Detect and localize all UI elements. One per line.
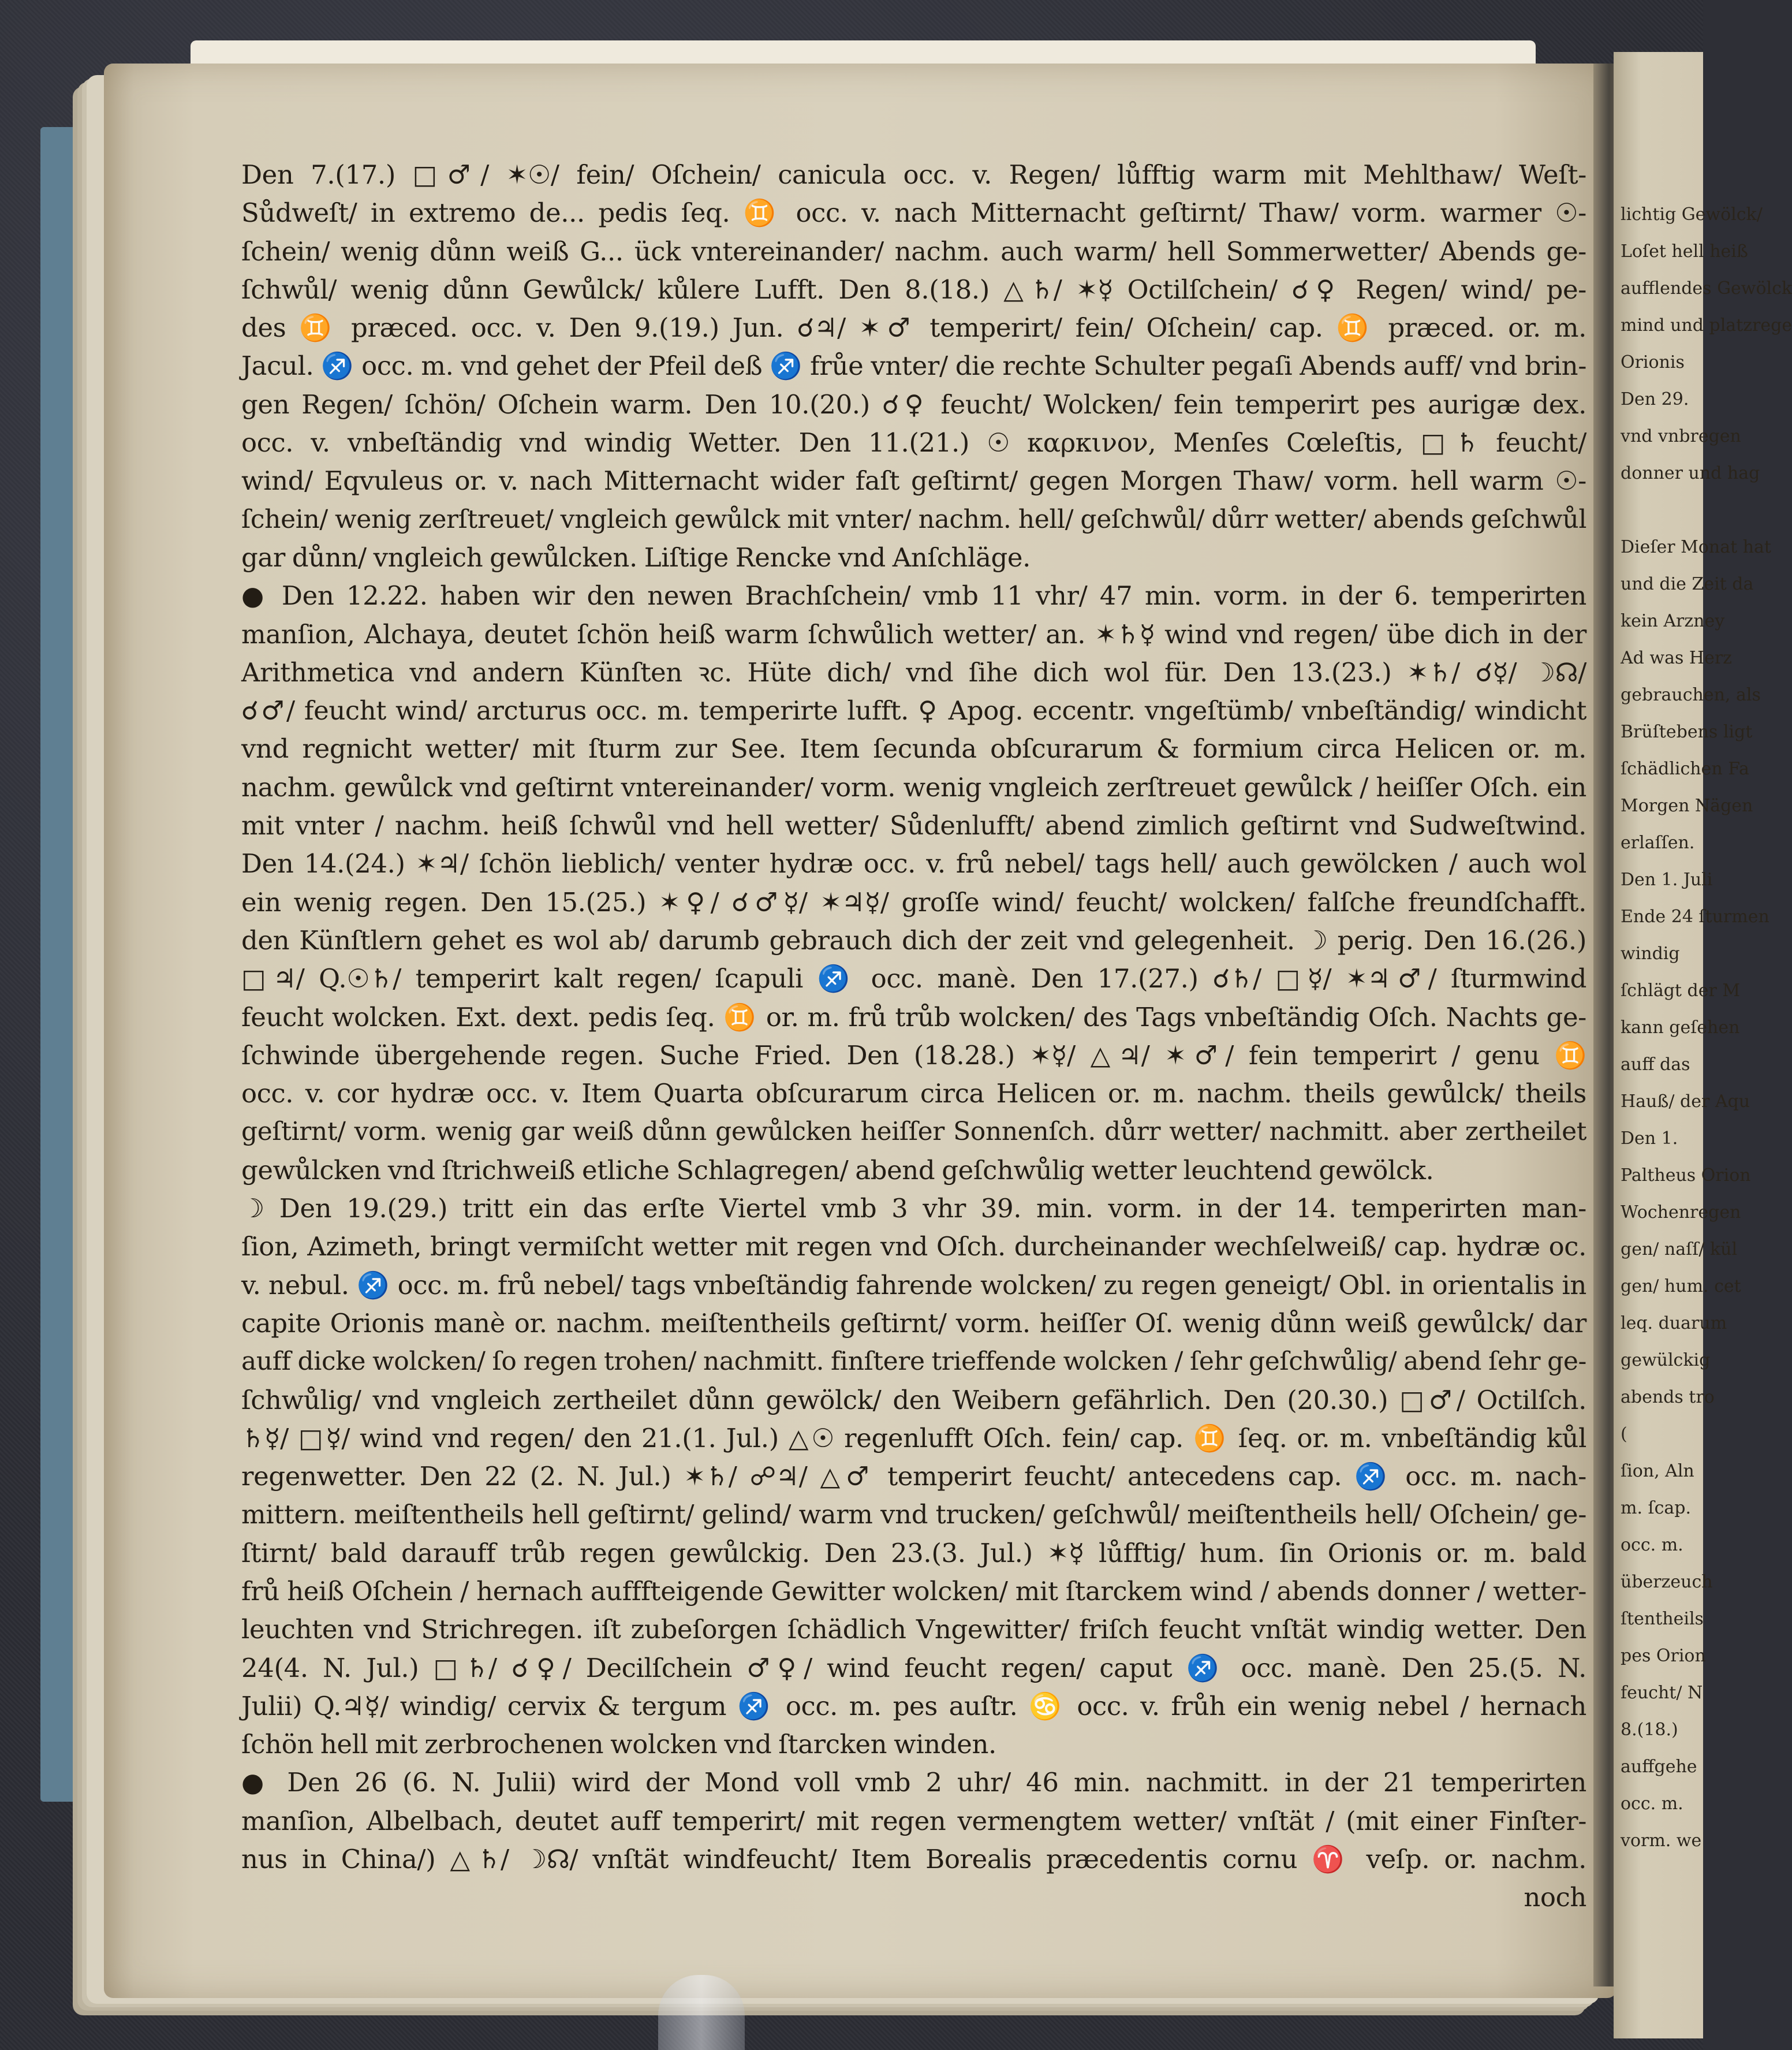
facing-page-text: gebrauchen, als	[1621, 685, 1761, 705]
facing-page-text: gen/ naſſ/ kül	[1621, 1239, 1738, 1259]
facing-page-fragment	[1614, 52, 1792, 2038]
text-line: Den 14.(24.) ✶♃/ ſchön lieblich/ venter hydræ occ. v. frů nebel/ tags hell/ auch gewölcken / auch wol	[241, 848, 1586, 879]
text-line: nus in China/) △♄/ ☽☊/ vnſtät windfeucht/ Item Borealis præcedentis cornu ♈ veſp. or. nachm.	[241, 1844, 1586, 1875]
text-line: Arithmetica vnd andern Künſten ꝛc. Hüte dich/ vnd ſihe dich wol für. Den 13.(23.) ✶♄/ ☌☿/ ☽☊/	[241, 657, 1586, 688]
facing-page-text: vnd vnbregen	[1621, 426, 1741, 446]
facing-page-text: mind und platzrege	[1621, 315, 1792, 336]
text-line: noch	[1524, 1882, 1586, 1913]
text-line: ☽ Den 19.(29.) tritt ein das erſte Viertel vmb 3 vhr 39. min. vorm. in der 14. temperirten man-	[241, 1193, 1586, 1224]
facing-page-text: auff das	[1621, 1054, 1690, 1075]
text-line: vnd regnicht wetter/ mit ſturm zur See. Item ſecunda obſcurarum & formium circa Helicen or. m.	[241, 733, 1586, 765]
facing-page-text: überzeuch	[1621, 1572, 1713, 1592]
page-text-block	[241, 156, 1586, 1917]
text-line: Julii) Q.♃☿/ windig/ cervix & tergum ♐ occ. m. pes auſtr. ♋ occ. v. frůh ein wenig nebel / hernach	[241, 1690, 1586, 1721]
facing-page-text	[1614, 492, 1703, 529]
text-line: occ. v. vnbeſtändig vnd windig Wetter. Den 11.(21.) ☉ καρκινον, Menſes Cœleſtis, □♄ feucht/	[241, 427, 1586, 459]
text-line: ☌♂/ feucht wind/ arcturus occ. m. temperirte lufft. ♀ Apog. eccentr. vngeſtümb/ vnbeſtändig/ windicht	[241, 695, 1586, 726]
text-line: gewůlcken vnd ſtrichweiß etliche Schlagregen/ abend geſchwůlig wetter leuchtend gewölck.	[241, 1154, 1434, 1186]
text-line: frů heiß Oſchein / hernach aufffteigende Gewitter wolcken/ mit ſtarckem wind / abends donner / wetter-	[241, 1575, 1586, 1607]
facing-page-text: und die Zeit da	[1621, 574, 1754, 594]
facing-page-text: auffgehe	[1621, 1757, 1697, 1777]
facing-page-text: occ. m.	[1621, 1535, 1683, 1555]
text-line: geſtirnt/ vorm. wenig gar weiß důnn gewůlcken heiſſer Sonnenſch. důrr wetter/ nachmitt. aber zertheilet	[241, 1117, 1586, 1147]
text-line: ♄☿/ □☿/ wind vnd regen/ den 21.(1. Jul.) △☉ regenlufft Oſch. fein/ cap. ♊ ſeq. or. m. vnbeſtändig kůl	[241, 1422, 1586, 1453]
text-line: mittern. meiſtentheils hell geſtirnt/ gelind/ warm vnd trucken/ geſchwůl/ meiſtentheils hell/ Oſchein/ ge-	[241, 1499, 1586, 1530]
facing-page-text: windig	[1621, 944, 1680, 964]
facing-page-text: abends tro	[1621, 1387, 1715, 1407]
text-line: ſchwinde übergehende regen. Suche Fried. Den (18.28.) ✶☿/ △♃/ ✶♂/ fein temperirt / genu ♊	[241, 1039, 1586, 1071]
facing-page-text: Morgen Nägen	[1621, 796, 1753, 816]
facing-page-text: Den 29.	[1621, 389, 1689, 409]
facing-page-text: Wochenregen	[1621, 1202, 1741, 1222]
text-line: 24(4. N. Jul.) □♄/ ☌♀/ Decilſchein ♂♀/ wind feucht regen/ caput ♐ occ. manè. Den 25.(5. N.	[241, 1652, 1586, 1683]
text-line: ein wenig regen. Den 15.(25.) ✶♀/ ☌♂☿/ ✶♃☿/ groſſe wind/ feucht/ wolcken/ falſche freundſchafft.	[241, 886, 1586, 918]
text-line: capite Orionis manè or. nachm. meiſtentheils geſtirnt/ vorm. heiſſer Oſ. wenig důnn weiß gewůlck/ dar	[241, 1307, 1586, 1339]
text-line: auff dicke wolcken/ ſo regen trohen/ nachmitt. finſtere trieffende wolcken / ſehr geſchwůlig/ abend ſehr ge-	[241, 1347, 1586, 1377]
facing-page-text: m. ſcap.	[1621, 1498, 1692, 1518]
facing-page-text: Hauß/ der Aqu	[1621, 1091, 1750, 1112]
text-line: Den 7.(17.) □♂/ ✶☉/ fein/ Oſchein/ canicula occ. v. Regen/ lůfftig warm mit Mehlthaw/ Weſt-	[241, 159, 1586, 190]
facing-page-text: Ende 24 ſturmen	[1621, 907, 1769, 927]
text-line: ● Den 26 (6. N. Julii) wird der Mond voll vmb 2 uhr/ 46 min. nachmitt. in der 21 temperirten	[241, 1767, 1586, 1798]
text-line: occ. v. cor hydræ occ. v. Item Quarta obſcurarum circa Helicen or. m. nachm. theils gewůlck/ theils	[241, 1078, 1586, 1109]
text-line: leuchten vnd Strichregen. iſt zubeſorgen ſchädlich Vngewitter/ friſch feucht vnſtät windig wetter. Den	[241, 1614, 1586, 1645]
facing-page-text: Loſet hell heiß	[1621, 241, 1748, 262]
text-line: ● Den 12.22. haben wir den newen Brachſchein/ vmb 11 vhr/ 47 min. vorm. in der 6. temperirten	[241, 580, 1586, 612]
facing-page-text: Orionis	[1621, 352, 1685, 372]
text-line: regenwetter. Den 22 (2. N. Jul.) ✶♄/ ☍♃/ △♂ temperirt feucht/ antecedens cap. ♐ occ. m. nach-	[241, 1461, 1586, 1492]
facing-page-text: 8.(18.)	[1621, 1720, 1678, 1740]
text-line: den Künſtlern gehet es wol ab/ darumb gebrauch dich der zeit vnd gelegenheit. ☽ perig. Den 16.(26.)	[241, 925, 1586, 956]
text-line: Jacul. ♐ occ. m. vnd gehet der Pfeil deß ♐ frůe vnter/ die rechte Schulter pegaſi Abends auff/ vnd brin-	[241, 351, 1586, 382]
facing-page-text: lichtig Gewölck/	[1621, 204, 1763, 225]
facing-page-text: aufflendes Gewölck	[1621, 278, 1792, 299]
text-line: ſchein/ wenig zerſtreuet/ vngleich gewůlck mit vnter/ nachm. hell/ geſchwůl/ důrr wetter/ abends geſchwůl	[241, 504, 1586, 534]
text-line: ſchein/ wenig důnn weiß G... ück vntereinander/ nachm. auch warm/ hell Sommerwetter/ Abends ge-	[241, 236, 1586, 267]
facing-page-text: gen/ hum. cet	[1621, 1276, 1741, 1296]
text-line: nachm. gewůlck vnd geſtirnt vntereinander/ vorm. wenig vngleich zerſtreuet gewůlck / heiſſer Oſch. ein	[241, 771, 1586, 803]
facing-page-text: Den 1.	[1621, 1128, 1678, 1149]
text-line: ſchwůl/ wenig důnn Gewůlck/ kůlere Lufft. Den 8.(18.) △♄/ ✶☿ Octilſchein/ ☌♀ Regen/ wind/ pe-	[241, 274, 1586, 305]
facing-page-text: leq. duarum	[1621, 1313, 1727, 1333]
facing-page-text: Brüſtebens ligt	[1621, 722, 1753, 742]
text-line: wind/ Eqvuleus or. v. nach Mitternacht wider faſt geſtirnt/ gegen Morgen Thaw/ vorm. hell warm ☉-	[241, 465, 1586, 497]
text-line: des ♊ præced. occ. v. Den 9.(19.) Jun. ☌♃/ ✶♂ temperirt/ fein/ Oſchein/ cap. ♊ præced. or. m.	[241, 312, 1586, 344]
text-line: manſion, Alchaya, deutet ſchön heiß warm ſchwůlich wetter/ an. ✶♄☿ wind vnd regen/ übe dich in der	[241, 618, 1586, 650]
facing-page-text: Dieſer Monat hat	[1621, 537, 1771, 557]
facing-page-text: pes Orion	[1621, 1646, 1706, 1666]
text-line: feucht wolcken. Ext. dext. pedis ſeq. ♊ or. m. frů trůb wolcken/ des Tags vnbeſtändig Oſch. Nachts ge-	[241, 1001, 1586, 1033]
facing-page-text: ſion, Aln	[1621, 1461, 1694, 1481]
facing-page-text: donner und hag	[1621, 463, 1760, 483]
text-line: ſtirnt/ bald darauff trůb regen gewůlckig. Den 23.(3. Jul.) ✶☿ lůfftig/ hum. ſin Orionis or. m. bald	[241, 1537, 1586, 1568]
text-line: Sůdweſt/ in extremo de... pedis ſeq. ♊ occ. v. nach Mitternacht geſtirnt/ Thaw/ vorm. warmer ☉-	[241, 197, 1586, 229]
facing-page-text: (	[1621, 1424, 1627, 1444]
text-line: gen Regen/ ſchön/ Oſchein warm. Den 10.(20.) ☌♀ feucht/ Wolcken/ fein temperirt pes aurigæ dex.	[241, 389, 1586, 420]
text-line: manſion, Albelbach, deutet auff temperirt/ mit regen vermengtem wetter/ vnſtät / (mit einer Finſter-	[241, 1805, 1586, 1836]
facing-page-text: ſtentheils	[1621, 1609, 1704, 1629]
facing-page-text: gewülckig	[1621, 1350, 1711, 1370]
book-stand-clip	[658, 1975, 745, 2050]
text-line: mit vnter / nachm. heiß ſchwůl vnd hell wetter/ Sůdenlufft/ abend zimlich geſtirnt vnd Sudweſtwind.	[241, 810, 1586, 841]
facing-page-text: kein Arzney	[1621, 611, 1725, 631]
facing-page-text: vorm. we	[1621, 1831, 1702, 1851]
facing-page-text: erlaſſen.	[1621, 833, 1695, 853]
facing-page-text: Paltheus Orion	[1621, 1165, 1751, 1186]
text-line: v. nebul. ♐ occ. m. frů nebel/ tags vnbeſtändig fahrende wolcken/ zu regen geneigt/ Obl. in orientalis in	[241, 1269, 1586, 1300]
text-line: ſchwůlig/ vnd vngleich zertheilet důnn gewölck/ den Weibern gefährlich. Den (20.30.) □♂/ Octilſch.	[241, 1384, 1586, 1415]
text-line: ſion, Azimeth, bringt vermiſcht wetter mit regen vnd Oſch. durcheinander wechſelweiß/ cap. hydræ oc.	[241, 1231, 1586, 1262]
facing-page-text: Ad was Herz	[1621, 648, 1732, 668]
facing-page-text: ſchädlichen Fa	[1621, 759, 1749, 779]
facing-page-text: kann geſehen	[1621, 1017, 1740, 1038]
text-line: □♃/ Q.☉♄/ temperirt kalt regen/ ſcapuli ♐ occ. manè. Den 17.(27.) ☌♄/ □☿/ ✶♃♂/ ſturmwind	[241, 963, 1586, 994]
facing-page-text: occ. m.	[1621, 1794, 1683, 1814]
text-line: gar důnn/ vngleich gewůlcken. Liſtige Rencke vnd Anſchläge.	[241, 542, 1031, 573]
facing-page-text: Den 1. Juli	[1621, 870, 1713, 890]
facing-page-text: ſchlägt der M	[1621, 981, 1741, 1001]
facing-page-text: feucht/ N	[1621, 1683, 1703, 1703]
text-line: ſchön hell mit zerbrochenen wolcken vnd ſtarcken winden.	[241, 1729, 996, 1760]
